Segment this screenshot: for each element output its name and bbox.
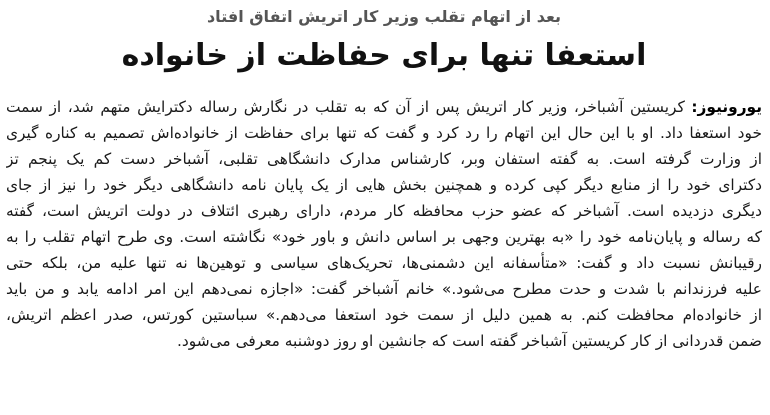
body-line: ضمن قدردانی از کار کریستین آشباخر گفته است که جانشین او روز دوشنبه معرفی می‌شود. [177,332,762,350]
source-label: یورونیوز: [691,98,762,116]
news-article [6,0,762,415]
body-line: که رساله و پایان‌نامه خود را «به بهترین وجهی بر اساس دانش و باور خود» نگاشته است. وی طرح اتهام تقلب را به [6,228,762,246]
body-line: خود استعفا داد. او با این حال این اتهام را رد کرد و گفت که تنها برای حفاظت از خانواده‌اش تصمیم به کناره گیری [6,124,762,142]
article-kicker: بعد از اتهام تقلب وزیر کار اتریش اتفاق افتاد [206,7,562,26]
body-line: علیه فرزندانم با شدت و حدت مطرح می‌شود.» خانم آشباخر گفت: «اجازه نمی‌دهم این امر ادامه یابد و من باید [6,280,762,298]
body-line-text: کریستین آشباخر، وزیر کار اتریش پس از آن که به تقلب در نگارش رساله دکترایش متهم شد، از سمت [6,98,692,116]
body-line: دیگری دزدیده است. آشباخر که عضو حزب محافظه کار مردم، دارای رهبری ائتلاف در دولت اتریش است، گفته [6,202,762,220]
article-headline: استعفا تنها برای حفاظت از خانواده [121,38,647,73]
article-body [6,94,762,354]
body-line: از وزارت گرفته است. به گفته استفان وبر، کارشناس مدارک دانشگاهی تقلبی، آشباخر دست کم یک پنجم تز [6,150,762,168]
body-line [6,94,762,120]
body-line: رقیبانش نسبت داد و گفت: «متأسفانه این دشمنی‌ها، تحریک‌های سیاسی و توهین‌ها نه تنها علیه من، بلکه حتی [6,254,762,272]
body-line: از خانواده‌ام محافظت کنم. به همین دلیل از سمت خود استعفا می‌دهم.» سباستین کورتس، صدر اعظم اتریش، [6,306,762,324]
body-line: دکترای خود را از منابع دیگر کپی کرده و همچنین بخش هایی از یک پایان نامه دانشگاهی دیگر خود را نیز از جای [6,176,762,194]
